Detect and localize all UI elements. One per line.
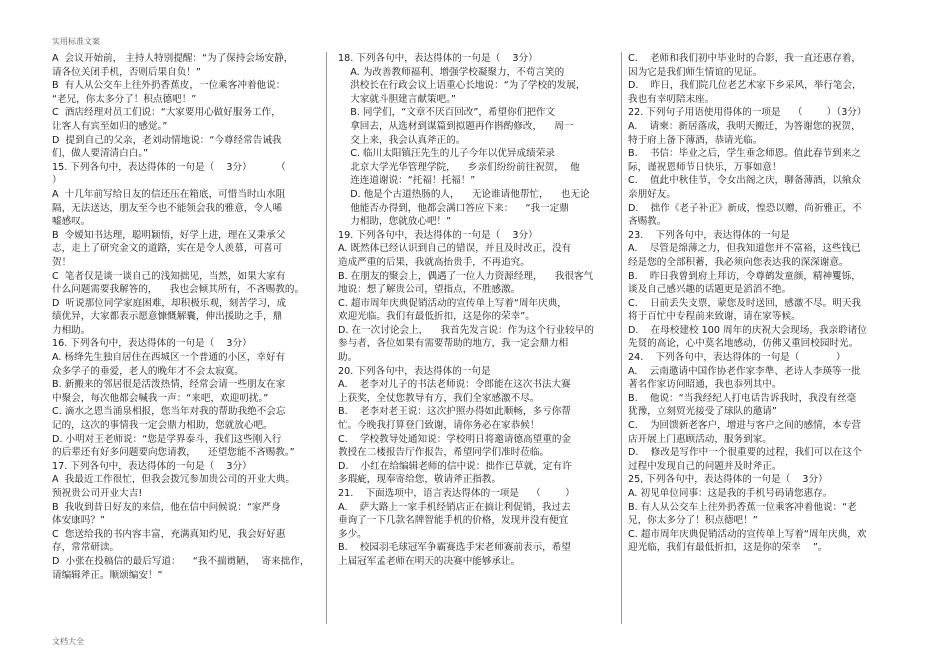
text-line: 经是您的全部积蓄，我必须向您表达我的深深谢意。	[628, 256, 849, 268]
text-line: 欢迎光临。我们有最低折扣，这是你的荣幸”。	[338, 311, 535, 323]
text-line: 预祝贵公司开业大吉!	[52, 488, 143, 499]
text-line: 谈及自己感兴趣的话题更是滔滔不绝。	[628, 284, 792, 296]
text-line: 著名作家访问昭通，我也忝列其中。	[628, 379, 782, 391]
text-line: C. 日前丢失支票，蒙您及时送回，感激不尽。明天我	[628, 297, 862, 309]
text-line: 力相助，您就放心吧！”	[338, 216, 452, 228]
text-line: 参与者，各位如果有需要帮助的地方，我一定会鼎力相	[338, 338, 569, 350]
text-line: 贺！	[52, 256, 72, 268]
text-line: “老兄，你太多分了！积点德吧！”	[52, 93, 197, 105]
column-left	[52, 52, 314, 632]
text-line: 20. 下列各句中，表达得体的一句是	[338, 365, 491, 377]
text-line: D. 修改是写作中一个很重要的过程，我们可以在这个	[628, 447, 862, 459]
text-line: 隔，无法送达，朋友至今也不能领会我的雅意，令人唏	[52, 202, 283, 214]
text-line: D. 拙作《老子补正》新成，惶恐以赠，尚祈雅正，不	[628, 202, 862, 214]
text-line: D 提到自己的父亲，老刘动情地说：“今尊经常告诫我	[52, 134, 282, 146]
text-line: 志，走上了研究金文的道路，实在是令人羡慕，可喜可	[52, 243, 283, 255]
text-line: 19. 下列各句中，表达得体的一句是（ 3分）	[338, 229, 538, 241]
text-line: A. 为改善教师福利、增强学校凝聚力，不苟言笑的	[338, 66, 565, 78]
text-line: D. 小红在给编辑老师的信中说：拙作已草就，定有许	[338, 460, 572, 472]
text-line: 教授在二楼报告厅作报告，希望同学们准时莅临。	[338, 447, 550, 459]
column-middle	[338, 52, 612, 632]
text-line: 中聚会，每次他都会喊我一声：“来吧，欢迎叨扰。”	[52, 392, 269, 404]
text-line: C 笔者仅是谈一谈自己的浅知拙见，当然，如果大家有	[52, 270, 286, 282]
text-line: 连连道谢说：“托福！托福！”	[338, 175, 476, 187]
text-line: 北京大学光华管理学院， 乡亲们纷纷前往祝贺， 他	[338, 161, 580, 173]
text-line: A. 尽管是绵薄之力，但我知道您并不富裕，这些钱已	[628, 243, 861, 255]
text-line: 们，做人要清清白白。”	[52, 148, 149, 160]
text-line: 23. 下列各句中，表达得体的一句是	[628, 229, 790, 241]
text-line: 特于府上备下薄酒，恭请光临。	[628, 134, 763, 146]
text-line: 洪校长在行政会议上语重心长地说：“为了学校的发展，	[338, 80, 586, 92]
text-line: B. 有人从公交车上往外扔香蕉一位乘客冲着他说：“老	[628, 501, 857, 513]
text-line: 吝赐教。	[628, 216, 667, 228]
page-header: 实用标准文案	[52, 37, 100, 46]
text-line: 因为它是我们师生情谊的见证。	[628, 66, 763, 78]
text-line: 多少。	[338, 528, 367, 540]
text-line: 18. 下列各句中，表达得体的一句是（ 3分）	[338, 53, 538, 64]
text-line: D 听说那位同学家庭困难，却积极乐观，刻苦学习，成	[52, 297, 287, 309]
text-line: 15. 下列各句中，表达得体的一句是（ 3分） （ ）	[52, 161, 311, 187]
text-line: 兄，你太多分了！积点德吧！”	[628, 515, 758, 527]
text-line: 让客人有宾至如归的感觉。”	[52, 120, 168, 132]
text-line: 过程中发现自己的问题并及时斧正。	[628, 460, 782, 472]
text-line: 际，谨祝恩师节日快乐，万事如意！	[628, 161, 782, 173]
column-divider	[621, 52, 622, 624]
text-line: 体安康吗？”	[52, 515, 105, 527]
text-line: C 酒店经理对员工们说：“大家要用心做好服务工作，	[52, 107, 281, 119]
text-line: 造成严重的后果，我就高抬贵手，不再追究。	[338, 256, 530, 268]
text-line: 助。	[338, 352, 358, 364]
column-divider	[326, 52, 327, 624]
text-line: C. 老师和我们初中毕业时的合影，我一直还惠存着，	[628, 53, 862, 64]
text-line: 17. 下列各句中，表达得体的一句是（ 3分）	[52, 460, 252, 472]
text-line: A. 萨大路上一家手机经销店正在搞让利促销，我过去	[338, 501, 571, 513]
text-line: 大家就斗胆建言献策吧。”	[338, 93, 456, 105]
text-line: B. 书信：毕业之后，学生垂念师恩。值此春节到来之	[628, 148, 861, 160]
text-line: 垂询了一下几款名牌智能手机的价格，发现并没有便宜	[338, 515, 569, 527]
text-line: B. 昨日我曾到府上拜访，令尊鹤发童颜，精神矍铄，	[628, 270, 861, 282]
text-line: A 十几年前写给日友的信还压在箱底，可惜当时山水阻	[52, 188, 286, 200]
text-line: D. 小明对王老师说：“您是学界泰斗，我们这些刚入行	[52, 433, 282, 445]
text-line: 21. 下面选项中，语言表达得体的一项是 （ ）	[338, 488, 575, 499]
text-line: C. 学校教导处通知说：学校明日将邀请德高望重的金	[338, 433, 572, 445]
text-line: 存，常常研读。	[52, 542, 120, 554]
text-line: 上获奖，全仗您教导有方，我们全家感激不尽。	[338, 392, 540, 404]
text-line: 先贤的高论，心中莫名地感动，仿佛又重回校园时光。	[628, 338, 859, 350]
text-line: 我也有幸叨陪末座。	[628, 93, 715, 105]
text-line: A. 既然体已经认识到自己的错误，并且及时改正，没有	[338, 243, 572, 255]
text-line: A 我最近工作很忙，但我会拨冗参加贵公司的开业大典。	[52, 474, 295, 486]
text-line: A. 杨绛先生独自居住在西城区一个普通的小区，幸好有	[52, 352, 286, 364]
text-line: B 我收到昔日好友的来信，他在信中问候说：“家严身	[52, 501, 281, 513]
text-line: A. 请柬：新居落成，我明天搬迁，为答谢您的祝贺，	[628, 120, 861, 132]
text-line: D. 昨日，我们院几位老艺术家下乡采风，举行笔会，	[628, 80, 862, 92]
text-line: 什么问题需要我解答的， 我也会倾其所有，不吝赐教的。	[52, 284, 305, 296]
text-line: B. 同学们，“文章不厌百回改”，希望你们把作文	[338, 107, 556, 119]
text-line: 请编辑斧正。顺颂编安！”	[52, 569, 163, 581]
text-line: C. 滴水之恩当涌泉相报，您当年对我的帮助我绝不会忘	[52, 406, 286, 418]
text-line: A. 云南邀请中国作协老作家李準、老诗人李瑛等一批	[628, 365, 861, 377]
text-line: 忙。今晚我打算登门致谢，请你务必在家恭候！	[338, 420, 540, 432]
text-line: 的后辈还有好多问题要向您请教， 还望您能不吝赐教。”	[52, 447, 295, 459]
text-line: A. 初见单位同事：这是我的手机号码请您惠存。	[628, 488, 833, 499]
text-line: B. 在朋友的聚会上，偶遇了一位人力资源经理， 我很客气	[338, 270, 594, 282]
text-line: 嘘感叹。	[52, 216, 91, 228]
text-line: 记的，这次的事情我一定会鼎力相助，您就放心吧。	[52, 420, 273, 432]
text-line: 多瑕疵，现奉寄给您，敬请斧正指教。	[338, 474, 502, 486]
text-line: 24. 下列各句中，表达得体的一句是（ ）	[628, 352, 846, 364]
text-line: 他能否办得到，他都会满口答应下来： “我一定鼎	[338, 202, 569, 214]
text-line: 上届冠军孟老师在明天的决赛中能够承让。	[338, 555, 521, 567]
text-line: 力相助。	[52, 324, 91, 336]
text-line: 众多学子的垂爱，老人的晚年才不会太寂寞。	[52, 365, 244, 377]
text-line: 迎光临，我们有最低折扣，这是你的荣幸 ”。	[628, 542, 828, 554]
text-line: 地说：想了解贵公司，望指点，不胜感激。	[338, 284, 521, 296]
column-right	[628, 52, 904, 632]
text-line: D. 在母校建校 100 周年的庆祝大会现场，我亲聆诸位	[628, 324, 867, 336]
text-line: 交上来，我会认真斧正的。	[338, 134, 466, 146]
text-line: B 有人从公交车上往外扔香蕉皮，一位乘客冲着他说：	[52, 80, 286, 92]
text-line: 25, 下列各句中，表达得体的一句是（ 3分）	[628, 474, 828, 486]
text-line: C 您送给我的书内容丰富，充满真知灼见，我会好好惠	[52, 528, 286, 540]
text-line: 22. 下列句子用语使用得体的一项是 （ ）（3分）	[628, 107, 867, 119]
text-line: D 小张在投稿信的最后写道： “我不揣谫陋， 寄来拙作，	[52, 555, 310, 567]
text-line: D. 在一次讨论会上， 我首先发言说：作为这个行业较早的	[338, 324, 594, 336]
text-line: C. 超市周年庆典促销活动的宣传单上写着“周年庆典，	[338, 297, 567, 309]
text-line: C. 为回馈新老客户，增进与客户之间的感情，本专营	[628, 420, 862, 432]
text-line: B. 新搬来的邻居很是活泼热情，经常会请一些朋友在家	[52, 379, 286, 391]
text-line: 绩优异，大家都表示愿意慷慨解囊，伸出援助之手，鼎	[52, 311, 283, 323]
text-line: D. 他是个古道热肠的人， 无论谁请他帮忙， 也无论	[338, 188, 590, 200]
text-line: B. 老李对老王说：这次护照办得如此顺畅，多亏你帮	[338, 406, 571, 418]
text-line: 亲朋好友。	[628, 188, 676, 200]
text-line: C. 值此中秋佳节，令女出阁之庆，聊备薄酒，以飨众	[628, 175, 862, 187]
text-line: 店开展上门惠顾活动，服务到家。	[628, 433, 772, 445]
page-footer: 文档大全	[52, 637, 84, 646]
text-line: B. 校园羽毛球冠军争霸赛选手宋老师赛前表示，希望	[338, 542, 571, 554]
text-line: 请各位关闭手机，否则后果自负！”	[52, 66, 201, 78]
text-line: A. 老李对儿子的书法老师说：令郎能在这次书法大赛	[338, 379, 571, 391]
text-line: B. 他说：“当我经纪人打电话告诉我时，我没有丝毫	[628, 392, 857, 404]
text-line: C. 超市周年庆典促销活动的宣传单上写着“周年庆典，欢	[628, 528, 867, 540]
text-line: C. 临川太阳镇汪先生的儿子今年以优异成绩荣录	[338, 148, 555, 160]
text-line: 拿回去，从选材到谋篇到拟题再作斟酌修改， 周一	[338, 120, 574, 132]
text-line: A 会议开始前， 主持人特别提醒：“为了保持会场安静，	[52, 53, 294, 64]
text-line: 犹豫，立刻贸光接受了球队的邀请”	[628, 406, 777, 418]
text-line: B 令嫒知书达理，聪明颖悟，好学上进，理在又秉承父	[52, 229, 286, 241]
text-line: 将于百忙中专程前来致谢，请在家等候。	[628, 311, 801, 323]
text-line: 16. 下列各句中，表达得体的一句是（ 3分）	[52, 338, 252, 350]
